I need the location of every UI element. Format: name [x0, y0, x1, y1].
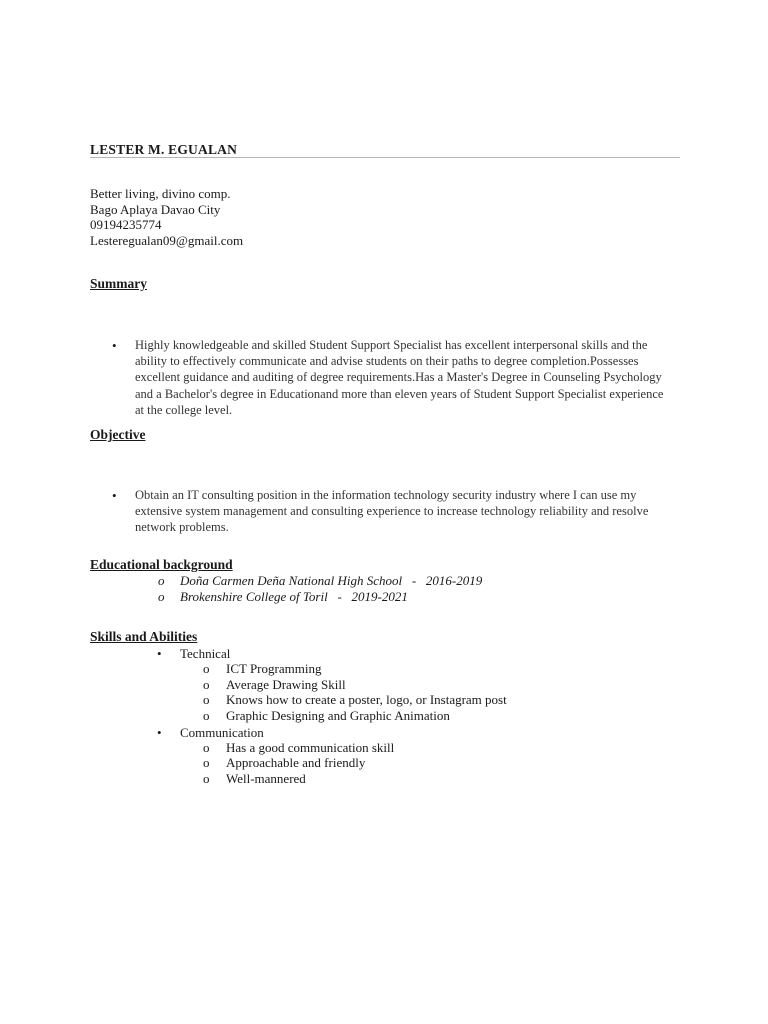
circle-bullet-icon: o — [203, 740, 210, 755]
skill-item: Knows how to create a poster, logo, or Instagram post — [226, 692, 507, 707]
skills-group-bullet-icon: • — [157, 646, 162, 661]
circle-bullet-icon: o — [158, 589, 165, 604]
resume-name: LESTER M. EGUALAN — [90, 142, 238, 157]
circle-bullet-icon: o — [158, 573, 165, 588]
contact-address-line-2: Bago Aplaya Davao City — [90, 201, 221, 217]
objective-heading: Objective — [90, 427, 146, 442]
skills-heading: Skills and Abilities — [90, 629, 198, 644]
skills-group-bullet-icon: • — [157, 725, 162, 740]
skill-item: Graphic Designing and Graphic Animation — [226, 708, 450, 723]
skill-item: Average Drawing Skill — [226, 677, 346, 692]
contact-email: Lesteregualan09@gmail.com — [90, 232, 244, 248]
objective-text: Obtain an IT consulting position in the information technology security industry where I can use my extensive system management and consulting experience to increase technology reliability and resolve network problems. — [135, 488, 649, 535]
circle-bullet-icon: o — [203, 771, 210, 786]
contact-phone: 09194235774 — [90, 217, 162, 232]
summary-bullet-icon: • — [112, 338, 117, 353]
circle-bullet-icon: o — [203, 661, 210, 676]
skill-item: ICT Programming — [226, 661, 322, 676]
circle-bullet-icon: o — [203, 708, 210, 723]
objective-bullet-icon: • — [112, 488, 117, 503]
skill-item: Has a good communication skill — [226, 740, 395, 755]
summary-heading: Summary — [90, 276, 147, 291]
skill-item: Approachable and friendly — [226, 755, 366, 770]
education-heading: Educational background — [90, 557, 233, 572]
skills-group-technical: Technical — [180, 646, 231, 661]
circle-bullet-icon: o — [203, 677, 210, 692]
education-item: Brokenshire College of Toril - 2019-2021 — [180, 589, 408, 604]
circle-bullet-icon: o — [203, 692, 210, 707]
skills-group-communication: Communication — [180, 725, 264, 740]
circle-bullet-icon: o — [203, 755, 210, 770]
summary-text: Highly knowledgeable and skilled Student Support Specialist has excellent interpersonal skills and the ability to effectively communicate and advise students on their paths to degree completion.Possesses excellent guidance and auditing of degree requirements.Has a Master's Degree in Counseling Psychology and a Bachelor's degree in Educationand more than eleven years of Student Support Specialist experience at the college level. — [135, 338, 664, 417]
contact-address-line-1: Better living, divino comp. — [90, 186, 231, 201]
education-item: Doña Carmen Deña National High School - 2016-2019 — [180, 573, 483, 588]
skill-item: Well-mannered — [226, 771, 306, 786]
